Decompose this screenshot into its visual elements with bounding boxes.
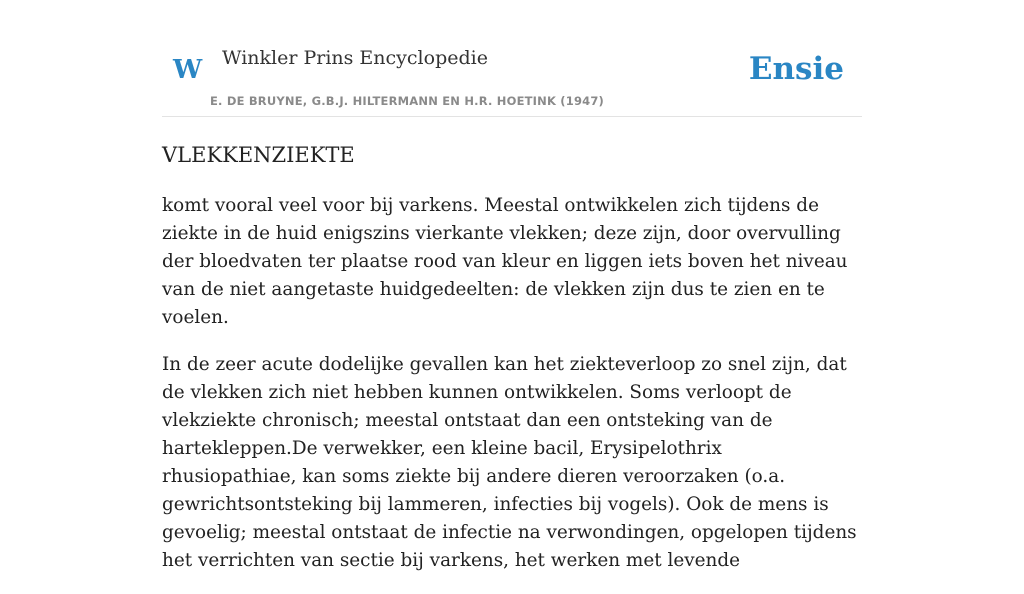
encyclopedia-logo-icon[interactable]: W <box>173 55 203 85</box>
entry-body <box>162 192 862 594</box>
authors-line: E. DE BRUYNE, G.B.J. HILTERMANN EN H.R. HOETINK (1947) <box>210 94 605 108</box>
ensie-logo[interactable]: Ensie <box>748 51 844 87</box>
entry-title: VLEKKENZIEKTE <box>162 143 355 167</box>
book-title[interactable]: Winkler Prins Encyclopedie <box>222 47 488 69</box>
entry-paragraph: komt vooral veel voor bij varkens. Meestal ontwikkelen zich tijdens de ziekte in de huid enigszins vierkante vlekken; deze zijn, door overvulling der bloedvaten ter plaatse rood van kleur en liggen iets boven het niveau van de niet aangetaste huidgedeelten: de vlekken zijn dus te zien en te voelen. <box>162 195 848 328</box>
entry-paragraph: In de zeer acute dodelijke gevallen kan het ziekteverloop zo snel zijn, dat de vlekken zich niet hebben kunnen ontwikkelen. Soms verloopt de vlekziekte chronisch; meestal ontstaat dan een ontsteking van de hartekleppen.De verwekker, een kleine bacil, Erysipelothrix rhusiopathiae, kan soms ziekte bij andere dieren veroorzaken (o.a. gewrichtsontsteking bij lammeren, infecties bij vogels). Ook de mens is gevoelig; meestal ontstaat de infectie na verwondingen, opgelopen tijdens het verrichten van sectie bij varkens, het werken met levende <box>162 354 857 571</box>
header <box>162 0 862 117</box>
